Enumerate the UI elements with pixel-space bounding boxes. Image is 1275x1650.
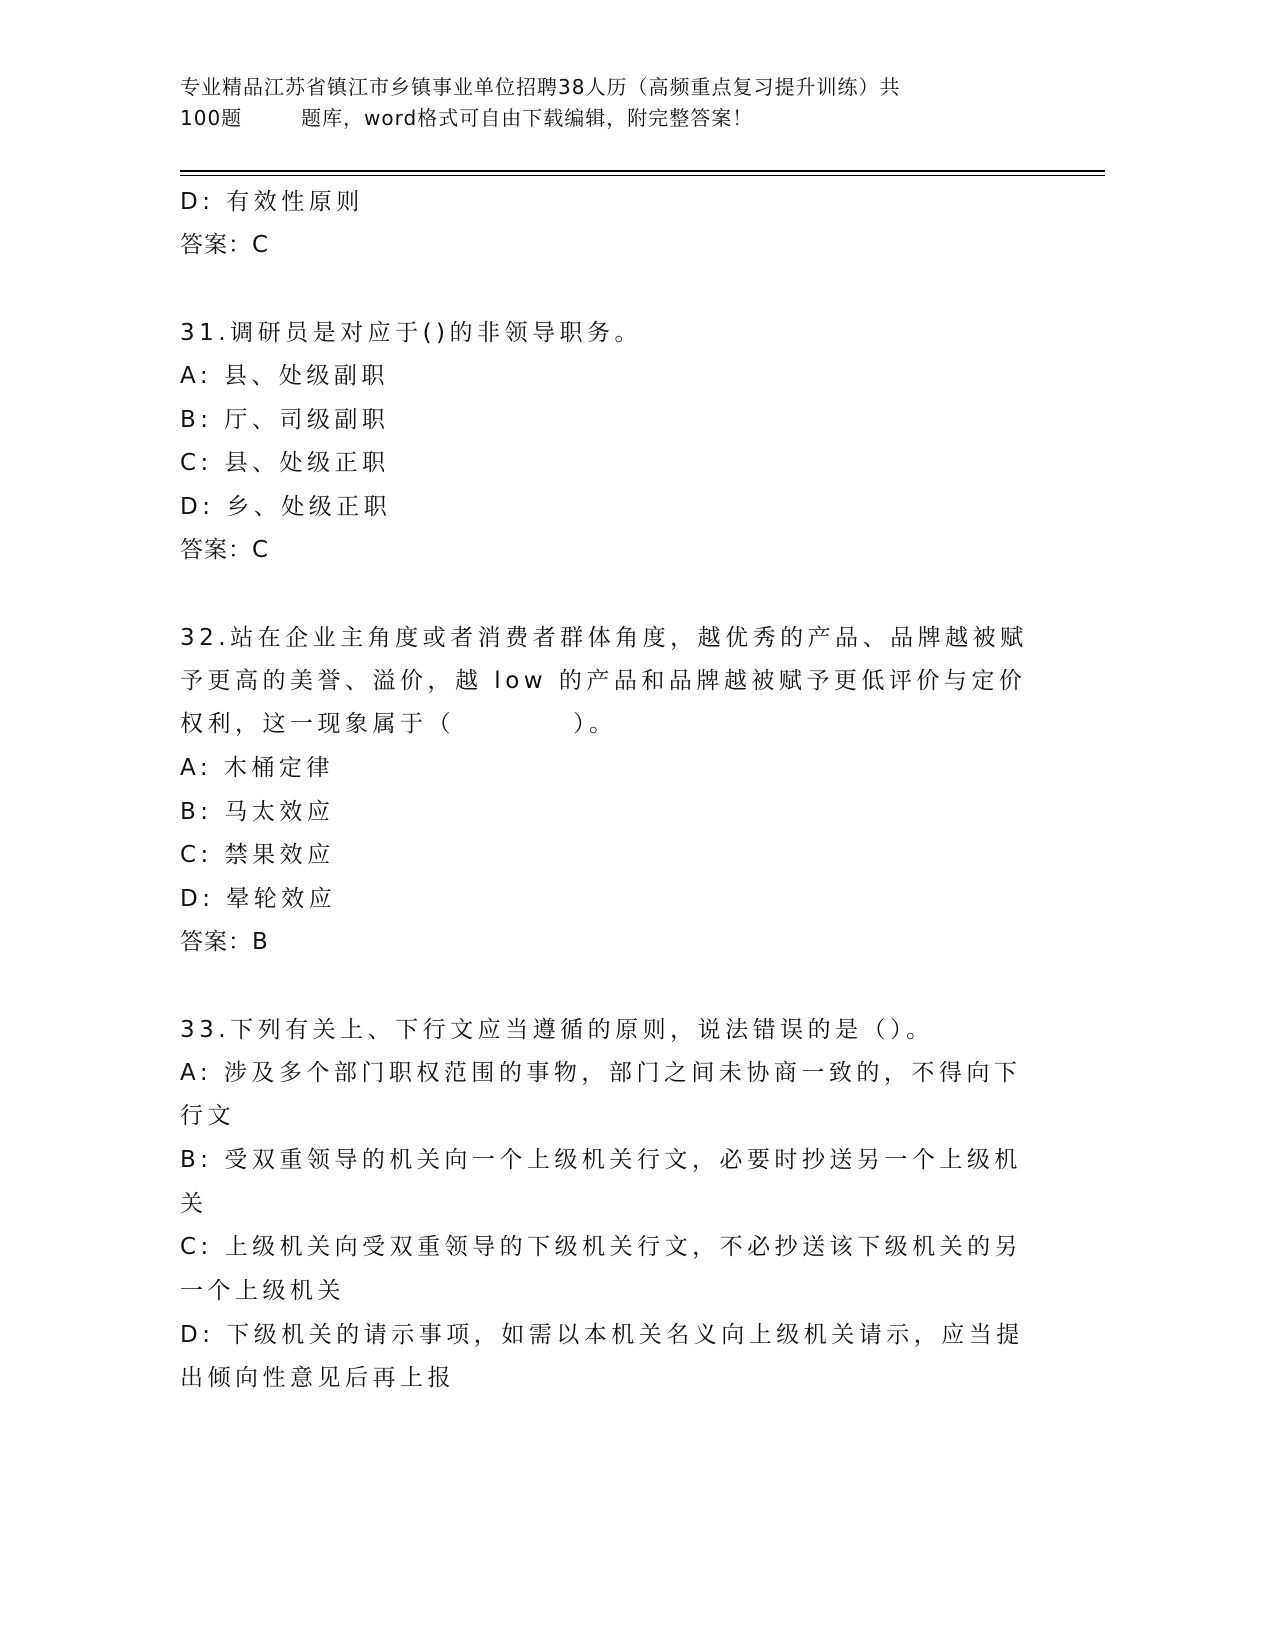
q33-option-a-line-1: A: 涉及多个部门职权范围的事物，部门之间未协商一致的，不得向下 — [180, 1060, 1022, 1086]
q32-stem-line-3: 权利，这一现象属于（ ）。 — [180, 711, 617, 737]
q33-stem: 33.下列有关上、下行文应当遵循的原则，说法错误的是（）。 — [180, 1017, 934, 1043]
header-rule-bottom — [180, 175, 1105, 176]
q32-option-d: D: 晕轮效应 — [180, 886, 337, 912]
q33-option-d-line-1: D: 下级机关的请示事项，如需以本机关名义向上级机关请示，应当提 — [180, 1322, 1024, 1348]
q33-option-a-line-2: 行文 — [180, 1103, 235, 1129]
prev-option-d: D: 有效性原则 — [180, 189, 364, 215]
q33-option-c-line-1: C: 上级机关向受双重领导的下级机关行文，不必抄送该下级机关的另 — [180, 1234, 1023, 1260]
q33-option-c-line-2: 一个上级机关 — [180, 1278, 345, 1304]
q32-option-c: C: 禁果效应 — [180, 842, 335, 868]
q33-option-b-line-2: 关 — [180, 1191, 208, 1217]
q31-answer: 答案：C — [180, 537, 270, 563]
q32-stem-line-1: 32.站在企业主角度或者消费者群体角度，越优秀的产品、品牌越被赋 — [180, 625, 1028, 651]
document-header-line-2: 100题 题库，word格式可自由下载编辑，附完整答案！ — [180, 106, 754, 130]
header-rule-top — [180, 170, 1105, 172]
q32-option-b: B: 马太效应 — [180, 799, 335, 825]
q31-option-b: B: 厅、司级副职 — [180, 407, 390, 433]
q33-option-d-line-2: 出倾向性意见后再上报 — [180, 1365, 455, 1391]
q32-answer: 答案：B — [180, 929, 269, 955]
q31-option-a: A: 县、处级副职 — [180, 363, 389, 389]
q32-option-a: A: 木桶定律 — [180, 755, 334, 781]
document-header-line-1: 专业精品江苏省镇江市乡镇事业单位招聘38人历（高频重点复习提升训练）共 — [180, 75, 901, 99]
q31-option-d: D: 乡、处级正职 — [180, 494, 392, 520]
q31-option-c: C: 县、处级正职 — [180, 450, 390, 476]
q33-option-b-line-1: B: 受双重领导的机关向一个上级机关行文，必要时抄送另一个上级机 — [180, 1147, 1022, 1173]
q31-stem: 31.调研员是对应于()的非领导职务。 — [180, 320, 643, 346]
q32-stem-line-2: 予更高的美誉、溢价，越 low 的产品和品牌越被赋予更低评价与定价 — [180, 668, 1027, 694]
prev-answer: 答案：C — [180, 232, 270, 258]
